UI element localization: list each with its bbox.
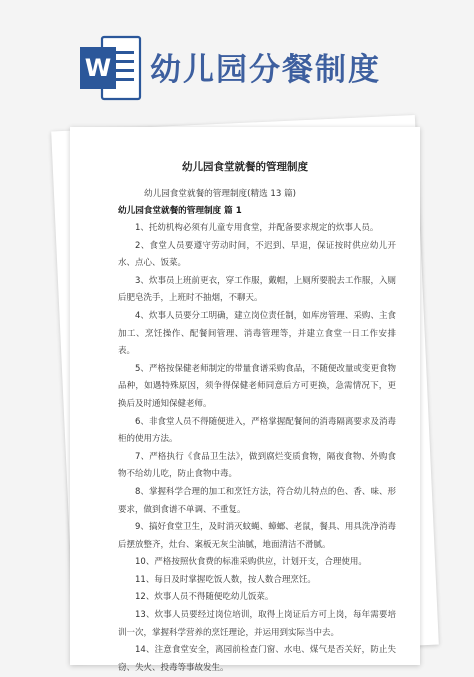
- list-item: 1、托幼机构必须有儿童专用食堂，并配备要求规定的炊事人员。: [135, 223, 379, 233]
- list-item: 7、严格执行《食品卫生法》，做到腐烂变质食物，隔夜食物、外购食物不给幼儿吃，防止食物中毒。: [118, 451, 396, 480]
- word-document-icon: [78, 35, 142, 101]
- word-icon-letter: W: [84, 54, 112, 82]
- list-item: 3、炊事员上班前更衣，穿工作服，戴帽，上厕所要脱去工作服，入厕后肥皂洗手，上班时不抽烟，不聊天。: [118, 275, 396, 304]
- document-page: [70, 127, 420, 673]
- rules-list: [70, 220, 420, 677]
- list-item: 6、非食堂人员不得随便进入，严格掌握配餐间的消毒隔离要求及消毒柜的使用方法。: [118, 416, 396, 445]
- list-item: 5、严格按保健老师制定的带量食谱采购食品，不随便改量或变更食物品种，如遇特殊原因，须争得保健老师同意后方可更换，急需情况下，更换后及时通知保健老师。: [118, 363, 396, 409]
- page-title: 幼儿园分餐制度: [150, 52, 381, 88]
- header-banner: [0, 0, 474, 118]
- list-item: 8、掌握科学合理的加工和烹饪方法，符合幼儿特点的色、香、味、形要求，做到食谱不单调、不重复。: [118, 486, 396, 515]
- document-subtitle: 幼儿园食堂就餐的管理制度(精选 13 篇): [144, 189, 297, 199]
- list-item: 2、食堂人员要遵守劳动时间，不迟到、早退，保证按时供应幼儿开水、点心、饭菜。: [118, 240, 396, 269]
- section-heading: 幼儿园食堂就餐的管理制度 篇 1: [118, 206, 242, 216]
- list-item: 13、炊事人员要经过岗位培训，取得上岗证后方可上岗，每年需要培训一次，掌握科学营养的烹饪理论，并运用到实际当中去。: [118, 610, 396, 638]
- document-title: 幼儿园食堂就餐的管理制度: [182, 161, 308, 173]
- list-item: 9、搞好食堂卫生，及时消灭蚊蝇、蟑螂、老鼠，餐具、用具洗净消毒后摆放整齐，灶台、案板无灰尘油腻，地面清洁不滑腻。: [118, 522, 396, 550]
- list-item: 12、炊事人员不得随便吃幼儿饭菜。: [135, 592, 274, 603]
- list-item: 4、炊事人员要分工明确，建立岗位责任制，如库房管理、采购、主食加工、烹饪操作、配餐间管理、消毒管理等，并建立食堂一日工作安排表。: [118, 310, 396, 357]
- list-item: 11、每日及时掌握吃饭人数，按人数合理烹饪。: [135, 574, 316, 585]
- list-item: 10、严格按照伙食费的标准采购供应，计划开支，合理使用。: [135, 557, 367, 568]
- list-item: 14、注意食堂安全，离园前检查门窗、水电、煤气是否关好，防止失窃、失火、投毒等事故发生。: [118, 645, 396, 673]
